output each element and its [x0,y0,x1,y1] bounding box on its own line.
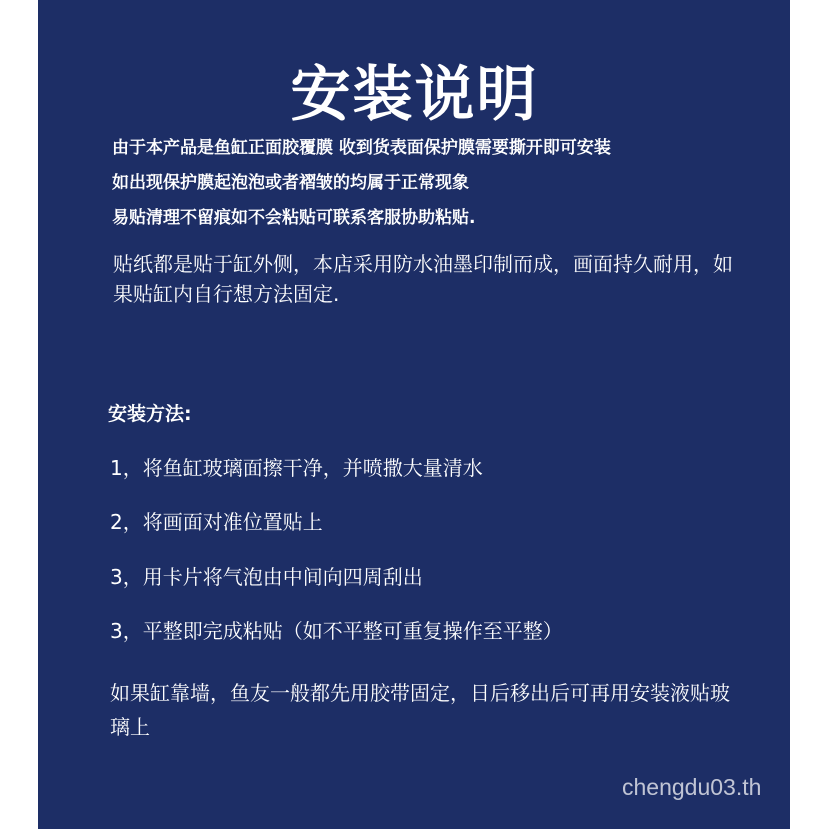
step-item: 3，用卡片将气泡由中间向四周刮出 [110,565,423,589]
method-heading: 安装方法: [108,403,192,425]
intro-line-1: 由于本产品是鱼缸正面胶覆膜 收到货表面保护膜需要撕开即可安装 [112,138,611,158]
intro-line-2: 如出现保护膜起泡泡或者褶皱的均属于正常现象 [112,173,469,193]
intro-line-3: 易贴清理不留痕如不会粘贴可联系客服协助粘贴. [112,208,476,228]
step-item: 3，平整即完成粘贴（如不平整可重复操作至平整） [110,619,563,643]
sticker-note: 贴纸都是贴于缸外侧，本店采用防水油墨印制而成，画面持久耐用，如果贴缸内自行想方法固定. [113,252,733,306]
page-title: 安装说明 [290,60,539,130]
step-item: 2，将画面对准位置贴上 [110,510,323,534]
step-item: 1，将鱼缸玻璃面擦干净，并喷撒大量清水 [110,456,483,480]
watermark: chengdu03.th [622,774,762,800]
closing-note: 如果缸靠墙，鱼友一般都先用胶带固定，日后移出后可再用安装液贴玻璃上 [110,681,730,739]
